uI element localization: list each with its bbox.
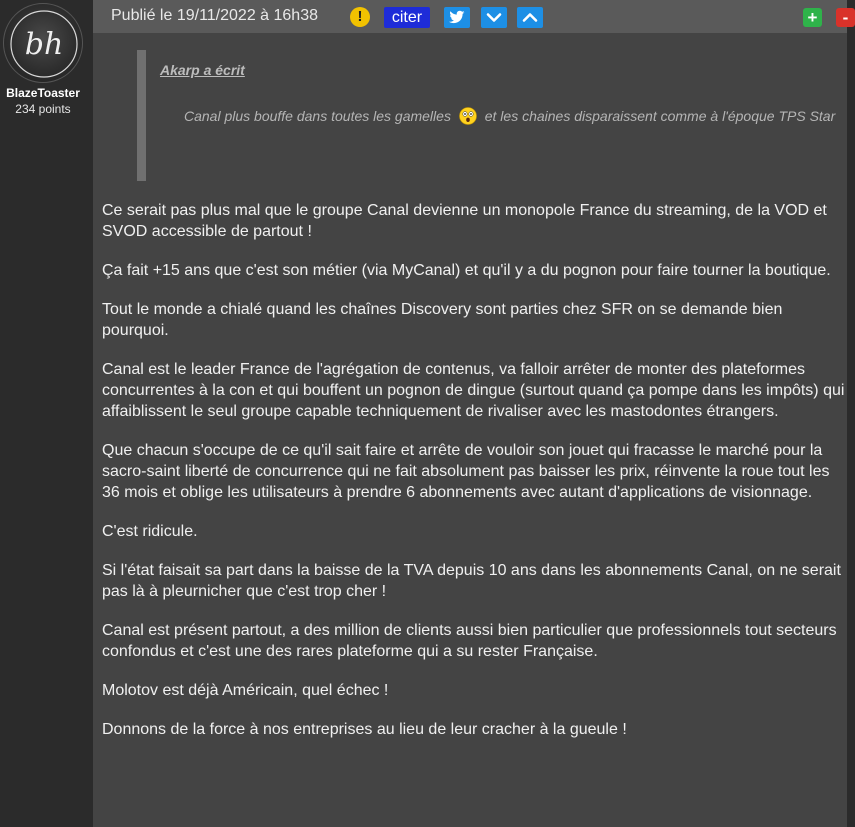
post-paragraph: Ça fait +15 ans que c'est son métier (via MyCanal) et qu'il y a du pognon pour faire tourner la boutique. xyxy=(102,262,831,279)
quote-bar xyxy=(137,50,146,181)
post-paragraph: Donnons de la force à nos entreprises au lieu de leur cracher à la gueule ! xyxy=(102,721,627,738)
svg-text:bh: bh xyxy=(24,27,64,62)
downvote-button[interactable]: - xyxy=(836,8,855,27)
quote-author[interactable]: Akarp a écrit xyxy=(160,62,245,78)
post-paragraph: Ce serait pas plus mal que le groupe Canal devienne un monopole France du streaming, de la VOD et SVOD accessible de partout ! xyxy=(102,202,827,240)
post-body xyxy=(102,200,847,758)
post-paragraph: Molotov est déjà Américain, quel échec ! xyxy=(102,682,389,699)
post-paragraph: C'est ridicule. xyxy=(102,523,198,540)
quote-text-part: et les chaines disparaissent comme à l'époque TPS Star xyxy=(484,108,836,124)
quote-text xyxy=(184,105,839,127)
post-paragraph: Canal est le leader France de l'agrégation de contenus, va falloir arrêter de monter des plateformes concurrentes à la con et qui bouffent un pognon de dingue (surtout quand ça pompe dans les impôts) qui affaiblissent le seul groupe capable techniquement de rivaliser avec les mastodontes étrangers. xyxy=(102,361,845,420)
post-date: Publié le 19/11/2022 à 16h38 xyxy=(111,7,318,24)
post-paragraph: Si l'état faisait sa part dans la baisse de la TVA depuis 10 ans dans les abonnements Canal, on ne serait pas là à pleurnicher que c'est trop cher ! xyxy=(102,562,841,600)
username[interactable]: BlazeToaster xyxy=(6,86,80,100)
next-post-button[interactable] xyxy=(481,7,507,28)
post-content xyxy=(93,33,847,827)
post-paragraph: Canal est présent partout, a des million de clients aussi bien particulier que professionnels tout secteurs confondus et c'est une des rares plateforme qui a su rester Française. xyxy=(102,622,837,660)
quote-button[interactable]: citer xyxy=(384,7,430,28)
upvote-button[interactable]: + xyxy=(803,8,822,27)
previous-post-button[interactable] xyxy=(517,7,543,28)
post-paragraph: Tout le monde a chialé quand les chaînes Discovery sont parties chez SFR on se demande bien pourquoi. xyxy=(102,301,783,339)
avatar[interactable] xyxy=(3,3,83,83)
post-header xyxy=(93,0,847,33)
twitter-bird-icon xyxy=(444,7,470,28)
chevron-up-icon xyxy=(517,7,543,28)
avatar-logo-icon xyxy=(4,4,84,84)
quote-text-part: Canal plus bouffe dans toutes les gamelles xyxy=(184,108,451,124)
quote-block xyxy=(137,50,837,181)
chevron-down-icon xyxy=(481,7,507,28)
astonished-face-emoji-icon xyxy=(459,107,477,125)
warning-icon: ! xyxy=(357,8,363,25)
share-twitter-button[interactable] xyxy=(444,7,470,28)
post-paragraph: Que chacun s'occupe de ce qu'il sait faire et arrête de vouloir son jouet qui fracasse le marché pour la sacro-saint liberté de concurrence qui ne fait absolument pas baisser les prix, réinvente la roue tout les 36 mois et oblige les utilisateurs à prendre 6 abonnements avec autant d'applications de visionnage. xyxy=(102,442,830,501)
report-button[interactable] xyxy=(350,7,370,27)
author-sidebar xyxy=(0,0,93,827)
user-points: 234 points xyxy=(15,102,71,116)
